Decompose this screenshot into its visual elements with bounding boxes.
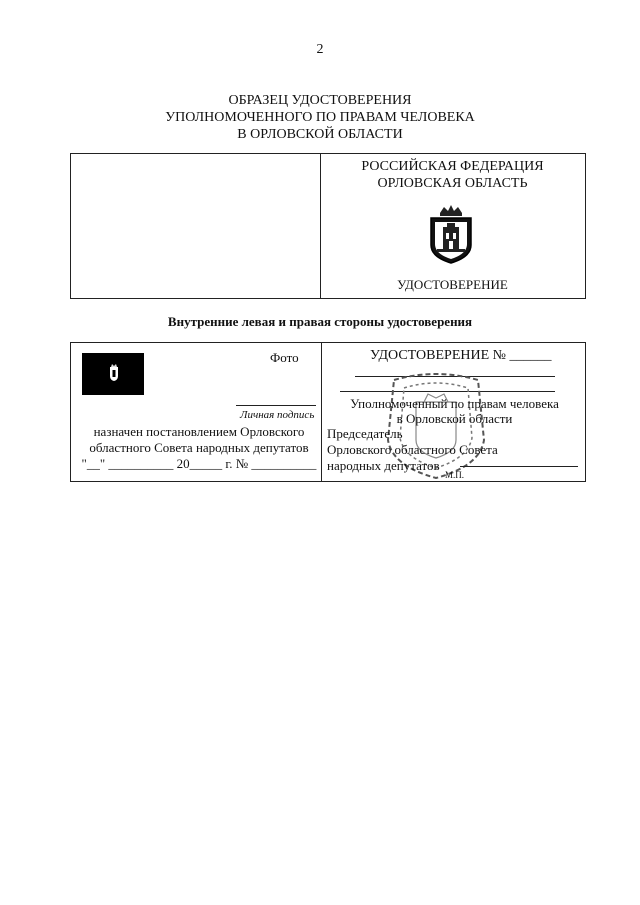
appointment-line-2: областного Совета народных депутатов xyxy=(89,440,309,455)
coat-of-arms-icon xyxy=(426,203,476,265)
ombudsman-line-2: в Орловской области xyxy=(396,411,513,426)
signature-label: Личная подпись xyxy=(240,409,315,421)
chairman-line-1: Председатель xyxy=(327,426,403,441)
title-line-3: В ОРЛОВСКОЙ ОБЛАСТИ xyxy=(237,127,403,142)
page-number: 2 xyxy=(316,42,324,57)
cover-heading xyxy=(321,158,584,192)
certificate-number: УДОСТОВЕРЕНИЕ № ______ xyxy=(370,348,552,363)
appointment-text xyxy=(78,424,320,472)
ombudsman-line-1: Уполномоченный по правам человека xyxy=(350,396,559,411)
cover-region: ОРЛОВСКАЯ ОБЛАСТЬ xyxy=(377,176,528,191)
chairman-line-2: Орловского областного Совета xyxy=(327,442,498,457)
signature-line xyxy=(236,405,316,406)
document-title xyxy=(0,92,640,143)
chairman-line-3: народных депутатов xyxy=(327,458,440,473)
flag-emblem-icon xyxy=(109,364,119,382)
stamp-mark-label: М.П. xyxy=(445,470,465,480)
appointment-date-line: "__" __________ 20_____ г. № __________ xyxy=(81,456,317,471)
chairman-signature-line xyxy=(460,466,578,467)
cover-country: РОССИЙСКАЯ ФЕДЕРАЦИЯ xyxy=(361,159,544,174)
inner-sides-caption: Внутренние левая и правая стороны удостоверения xyxy=(167,314,473,329)
ombudsman-title xyxy=(325,396,584,426)
title-line-1: ОБРАЗЕЦ УДОСТОВЕРЕНИЯ xyxy=(228,93,412,108)
title-line-2: УПОЛНОМОЧЕННОГО ПО ПРАВАМ ЧЕЛОВЕКА xyxy=(165,110,475,125)
inner-divider xyxy=(321,342,322,482)
appointment-line-1: назначен постановлением Орловского xyxy=(93,424,305,439)
cover-document-name: УДОСТОВЕРЕНИЕ xyxy=(397,277,508,292)
photo-label: Фото xyxy=(270,350,299,365)
